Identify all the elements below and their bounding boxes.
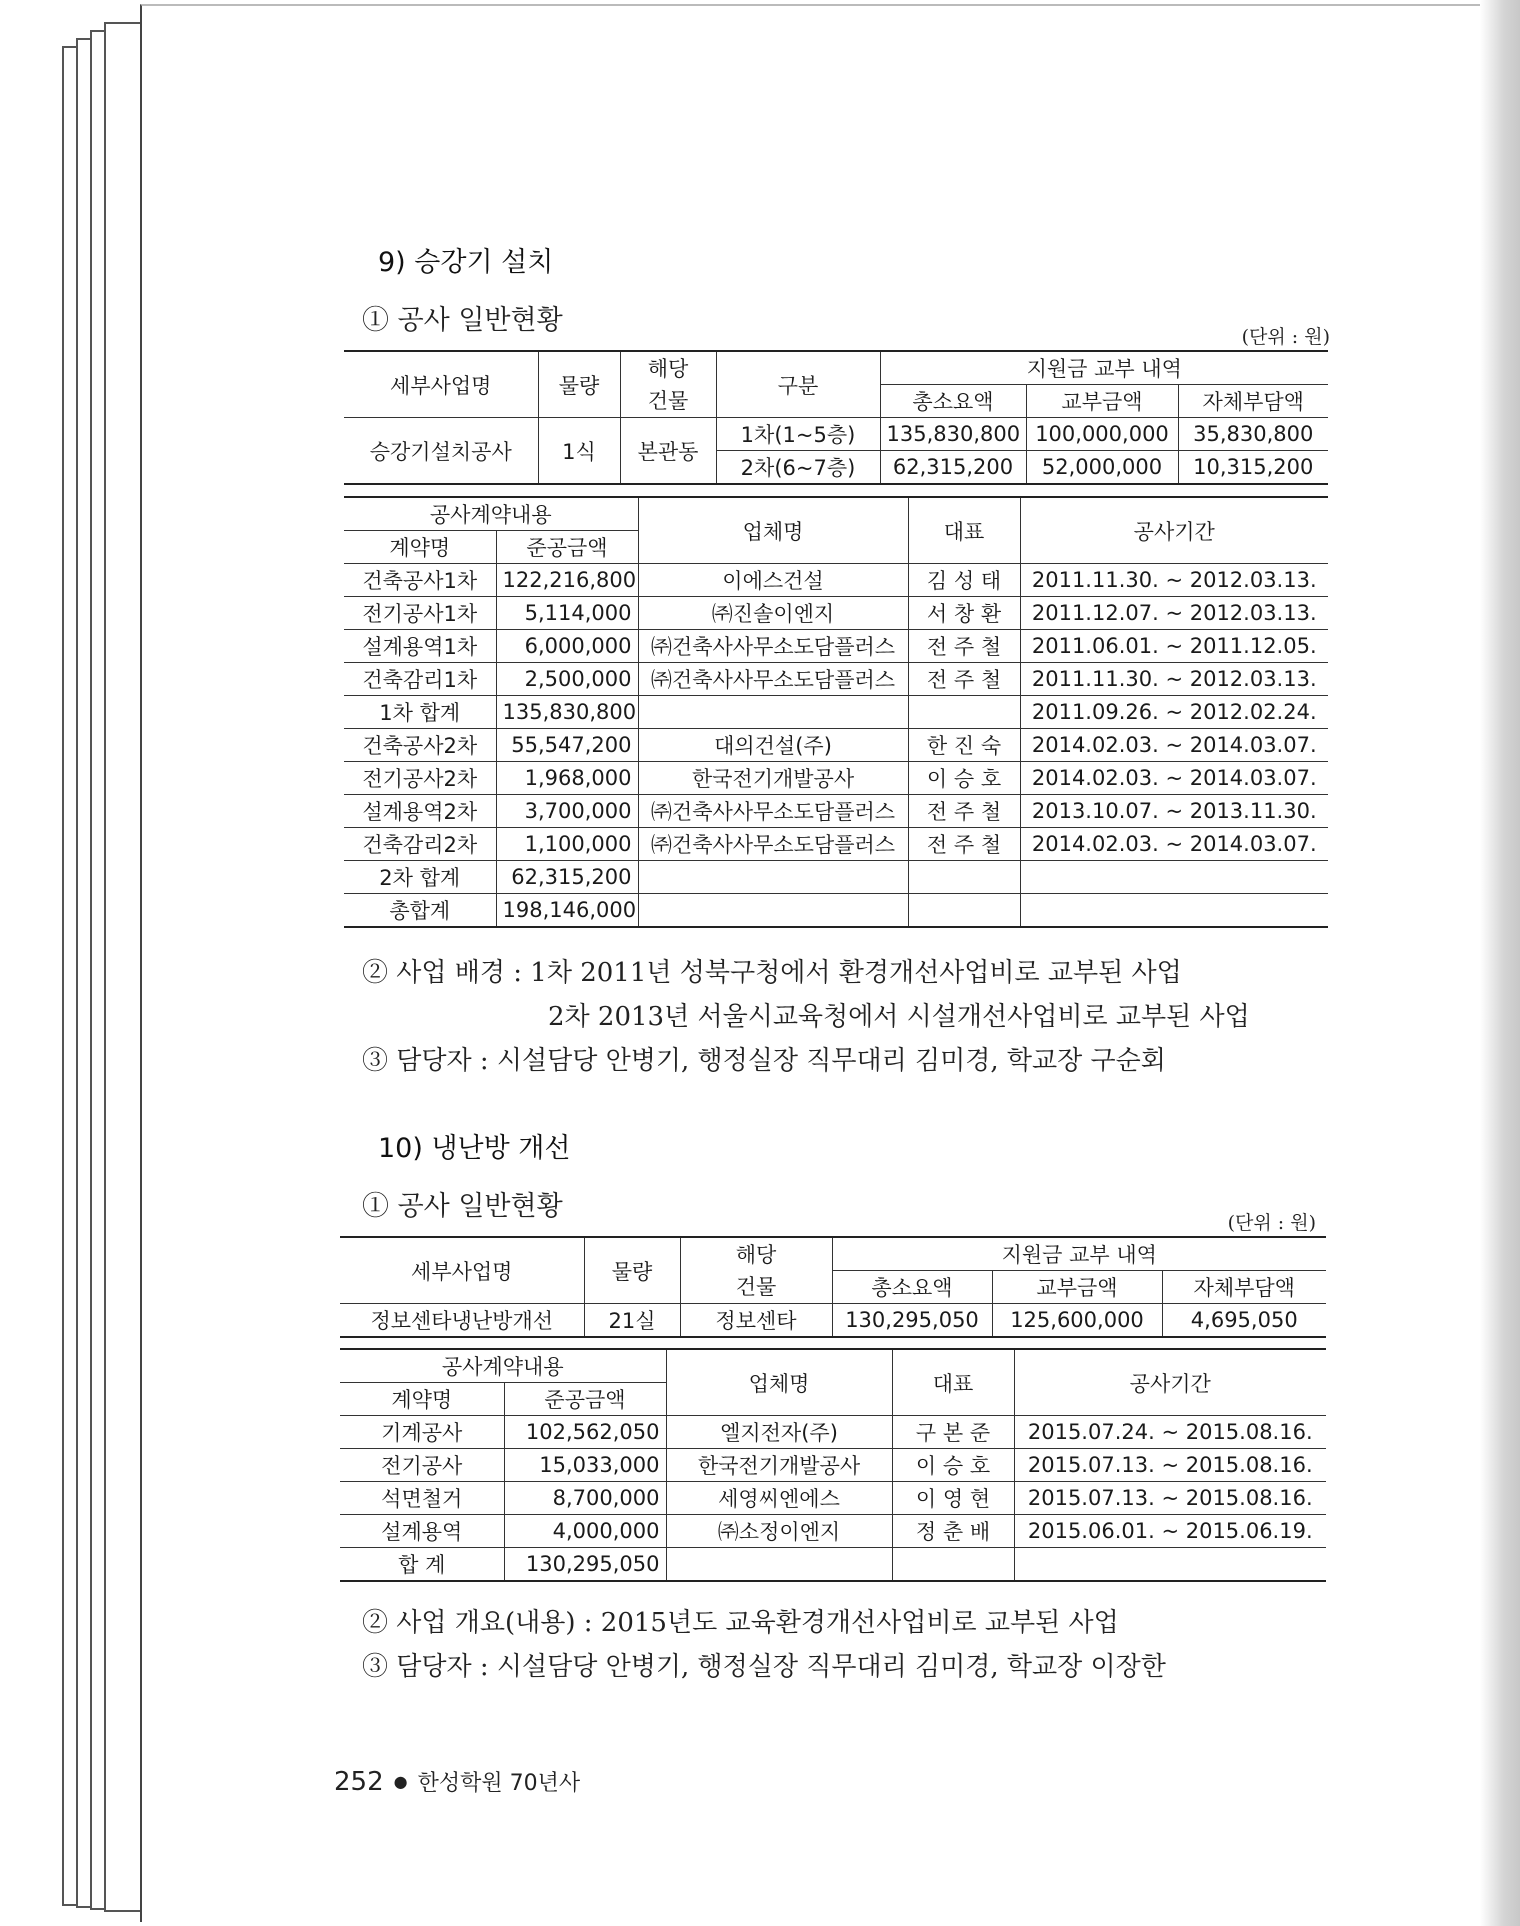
header-division: 구분 (716, 351, 880, 418)
cell-amount: 1,100,000 (496, 828, 638, 861)
header-name: 세부사업명 (340, 1237, 584, 1304)
cell-building: 본관동 (620, 418, 716, 485)
cell-period (1020, 861, 1328, 894)
cell-amount: 8,700,000 (504, 1482, 666, 1515)
cell-amount: 198,146,000 (496, 894, 638, 928)
cell-contract-name: 1차 합계 (344, 696, 496, 729)
cell-contract-name: 전기공사2차 (344, 762, 496, 795)
cell-company (638, 861, 908, 894)
cell-self: 10,315,200 (1178, 451, 1328, 485)
cell-period: 2011.06.01. ~ 2011.12.05. (1020, 630, 1328, 663)
header-amount: 준공금액 (496, 531, 638, 564)
cell-company: 한국전기개발공사 (638, 762, 908, 795)
table-row (344, 729, 1328, 762)
cell-rep (908, 861, 1020, 894)
cell-name: 승강기설치공사 (344, 418, 538, 485)
cell-company: ㈜건축사사무소도담플러스 (638, 630, 908, 663)
table-row (340, 1416, 1326, 1449)
section-9-title: 9) 승강기 설치 (378, 247, 554, 278)
cell-rep (908, 696, 1020, 729)
header-grant: 교부금액 (992, 1271, 1162, 1304)
header-self: 자체부담액 (1178, 385, 1328, 418)
header-contract-group: 공사계약내용 (340, 1349, 666, 1383)
header-rep: 대표 (908, 497, 1020, 564)
cell-grant: 52,000,000 (1026, 451, 1178, 485)
cell-rep: 전 주 철 (908, 828, 1020, 861)
cell-contract-name: 설계용역2차 (344, 795, 496, 828)
section-9-subtitle: ① 공사 일반현황 (362, 305, 563, 336)
cell-division: 2차(6~7층) (716, 451, 880, 485)
cell-rep: 구 본 준 (892, 1416, 1014, 1449)
cell-company (638, 696, 908, 729)
header-qty: 물량 (538, 351, 620, 418)
header-support: 지원금 교부 내역 (832, 1237, 1326, 1271)
section-10-subtitle: ① 공사 일반현황 (362, 1191, 563, 1222)
cell-qty: 21실 (584, 1304, 680, 1338)
cell-rep: 전 주 철 (908, 663, 1020, 696)
cell-amount: 130,295,050 (504, 1548, 666, 1582)
cell-contract-name: 석면철거 (340, 1482, 504, 1515)
table-row (344, 894, 1328, 928)
table-row (344, 564, 1328, 597)
cell-contract-name: 건축감리2차 (344, 828, 496, 861)
section-10-contract-rows (340, 1416, 1326, 1582)
cell-building: 정보센타 (680, 1304, 832, 1338)
table-row (344, 795, 1328, 828)
cell-company: 세영씨엔에스 (666, 1482, 892, 1515)
cell-period: 2011.09.26. ~ 2012.02.24. (1020, 696, 1328, 729)
cell-amount: 55,547,200 (496, 729, 638, 762)
cell-period: 2015.07.13. ~ 2015.08.16. (1014, 1482, 1326, 1515)
cell-amount: 15,033,000 (504, 1449, 666, 1482)
cell-period: 2014.02.03. ~ 2014.03.07. (1020, 729, 1328, 762)
section-10-summary-table (340, 1236, 1326, 1338)
cell-contract-name: 전기공사1차 (344, 597, 496, 630)
cell-contract-name: 건축공사1차 (344, 564, 496, 597)
cell-period (1020, 894, 1328, 928)
cell-company: 이에스건설 (638, 564, 908, 597)
header-contract-name: 계약명 (340, 1383, 504, 1416)
cell-rep: 이 승 호 (892, 1449, 1014, 1482)
cell-company (638, 894, 908, 928)
table-row (344, 630, 1328, 663)
table-row (344, 696, 1328, 729)
cell-period: 2015.07.24. ~ 2015.08.16. (1014, 1416, 1326, 1449)
page-footer (334, 1766, 580, 1797)
section-9-unit: (단위 : 원) (1241, 326, 1330, 348)
section-10-overview: ② 사업 개요(내용) : 2015년도 교육환경개선사업비로 교부된 사업 (362, 1608, 1119, 1638)
header-support: 지원금 교부 내역 (880, 351, 1328, 385)
cell-period: 2013.10.07. ~ 2013.11.30. (1020, 795, 1328, 828)
cell-division: 1차(1~5층) (716, 418, 880, 451)
cell-rep: 김 성 태 (908, 564, 1020, 597)
header-company: 업체명 (638, 497, 908, 564)
table-row (340, 1515, 1326, 1548)
section-10-unit: (단위 : 원) (1227, 1212, 1316, 1234)
cell-company (666, 1548, 892, 1582)
cell-amount: 5,114,000 (496, 597, 638, 630)
table-row (344, 597, 1328, 630)
header-rep: 대표 (892, 1349, 1014, 1416)
header-building: 해당 건물 (680, 1237, 832, 1304)
cell-rep (892, 1548, 1014, 1582)
header-company: 업체명 (666, 1349, 892, 1416)
cell-contract-name: 2차 합계 (344, 861, 496, 894)
table-row (340, 1449, 1326, 1482)
cell-grant: 100,000,000 (1026, 418, 1178, 451)
cell-amount: 1,968,000 (496, 762, 638, 795)
cell-contract-name: 기계공사 (340, 1416, 504, 1449)
cell-period: 2011.11.30. ~ 2012.03.13. (1020, 663, 1328, 696)
cell-period: 2015.06.01. ~ 2015.06.19. (1014, 1515, 1326, 1548)
table-row (344, 663, 1328, 696)
cell-amount: 102,562,050 (504, 1416, 666, 1449)
cell-company: 한국전기개발공사 (666, 1449, 892, 1482)
cell-company: ㈜소정이엔지 (666, 1515, 892, 1548)
header-name: 세부사업명 (344, 351, 538, 418)
cell-rep: 정 춘 배 (892, 1515, 1014, 1548)
cell-contract-name: 설계용역1차 (344, 630, 496, 663)
cell-qty: 1식 (538, 418, 620, 485)
cell-rep: 한 진 숙 (908, 729, 1020, 762)
cell-rep (908, 894, 1020, 928)
cell-rep: 전 주 철 (908, 630, 1020, 663)
cell-contract-name: 건축공사2차 (344, 729, 496, 762)
section-10-contract-table (340, 1348, 1326, 1582)
cell-amount: 122,216,800 (496, 564, 638, 597)
book-title: 한성학원 70년사 (417, 1771, 581, 1796)
table-row (344, 762, 1328, 795)
cell-period: 2011.12.07. ~ 2012.03.13. (1020, 597, 1328, 630)
section-9-summary-table (344, 350, 1328, 485)
header-period: 공사기간 (1014, 1349, 1326, 1416)
header-building: 해당 건물 (620, 351, 716, 418)
cell-self: 35,830,800 (1178, 418, 1328, 451)
cell-amount: 2,500,000 (496, 663, 638, 696)
table-row (344, 828, 1328, 861)
cell-contract-name: 합 계 (340, 1548, 504, 1582)
cell-total: 135,830,800 (880, 418, 1026, 451)
cell-total: 62,315,200 (880, 451, 1026, 485)
cell-period: 2014.02.03. ~ 2014.03.07. (1020, 762, 1328, 795)
header-amount: 준공금액 (504, 1383, 666, 1416)
cell-amount: 62,315,200 (496, 861, 638, 894)
cell-period: 2015.07.13. ~ 2015.08.16. (1014, 1449, 1326, 1482)
cell-amount: 4,000,000 (504, 1515, 666, 1548)
cell-rep: 서 창 환 (908, 597, 1020, 630)
section-9-contract-table (344, 496, 1328, 928)
page-number: 252 (334, 1767, 384, 1797)
cell-amount: 3,700,000 (496, 795, 638, 828)
section-9-manager: ③ 담당자 : 시설담당 안병기, 행정실장 직무대리 김미경, 학교장 구순회 (362, 1046, 1166, 1076)
cell-company: 엘지전자(주) (666, 1416, 892, 1449)
cell-company: ㈜건축사사무소도담플러스 (638, 663, 908, 696)
cell-contract-name: 전기공사 (340, 1449, 504, 1482)
cell-period: 2011.11.30. ~ 2012.03.13. (1020, 564, 1328, 597)
header-grant: 교부금액 (1026, 385, 1178, 418)
cell-grant: 125,600,000 (992, 1304, 1162, 1338)
table-row (344, 861, 1328, 894)
cell-rep: 이 승 호 (908, 762, 1020, 795)
header-qty: 물량 (584, 1237, 680, 1304)
cell-company: ㈜진솔이엔지 (638, 597, 908, 630)
section-9-contract-rows (344, 564, 1328, 928)
cell-period: 2014.02.03. ~ 2014.03.07. (1020, 828, 1328, 861)
table-row (340, 1548, 1326, 1582)
bullet-icon: ● (393, 1772, 408, 1791)
section-10-title: 10) 냉난방 개선 (378, 1133, 571, 1164)
cell-total: 130,295,050 (832, 1304, 992, 1338)
cell-contract-name: 총합계 (344, 894, 496, 928)
cell-amount: 135,830,800 (496, 696, 638, 729)
header-total: 총소요액 (880, 385, 1026, 418)
cell-rep: 이 영 현 (892, 1482, 1014, 1515)
cell-company: 대의건설(주) (638, 729, 908, 762)
section-10-manager: ③ 담당자 : 시설담당 안병기, 행정실장 직무대리 김미경, 학교장 이장한 (362, 1652, 1166, 1682)
header-contract-name: 계약명 (344, 531, 496, 564)
header-period: 공사기간 (1020, 497, 1328, 564)
cell-company: ㈜건축사사무소도담플러스 (638, 828, 908, 861)
header-total: 총소요액 (832, 1271, 992, 1304)
table-row (340, 1482, 1326, 1515)
section-9-background-line1: ② 사업 배경 : 1차 2011년 성북구청에서 환경개선사업비로 교부된 사업 (362, 958, 1182, 988)
cell-company: ㈜건축사사무소도담플러스 (638, 795, 908, 828)
section-9-background-line2: 2차 2013년 서울시교육청에서 시설개선사업비로 교부된 사업 (548, 1002, 1250, 1032)
cell-self: 4,695,050 (1162, 1304, 1326, 1338)
cell-contract-name: 건축감리1차 (344, 663, 496, 696)
page-shadow (1480, 0, 1520, 1926)
cell-period (1014, 1548, 1326, 1582)
header-contract-group: 공사계약내용 (344, 497, 638, 531)
cell-rep: 전 주 철 (908, 795, 1020, 828)
cell-amount: 6,000,000 (496, 630, 638, 663)
cell-contract-name: 설계용역 (340, 1515, 504, 1548)
header-self: 자체부담액 (1162, 1271, 1326, 1304)
cell-name: 정보센타냉난방개선 (340, 1304, 584, 1338)
